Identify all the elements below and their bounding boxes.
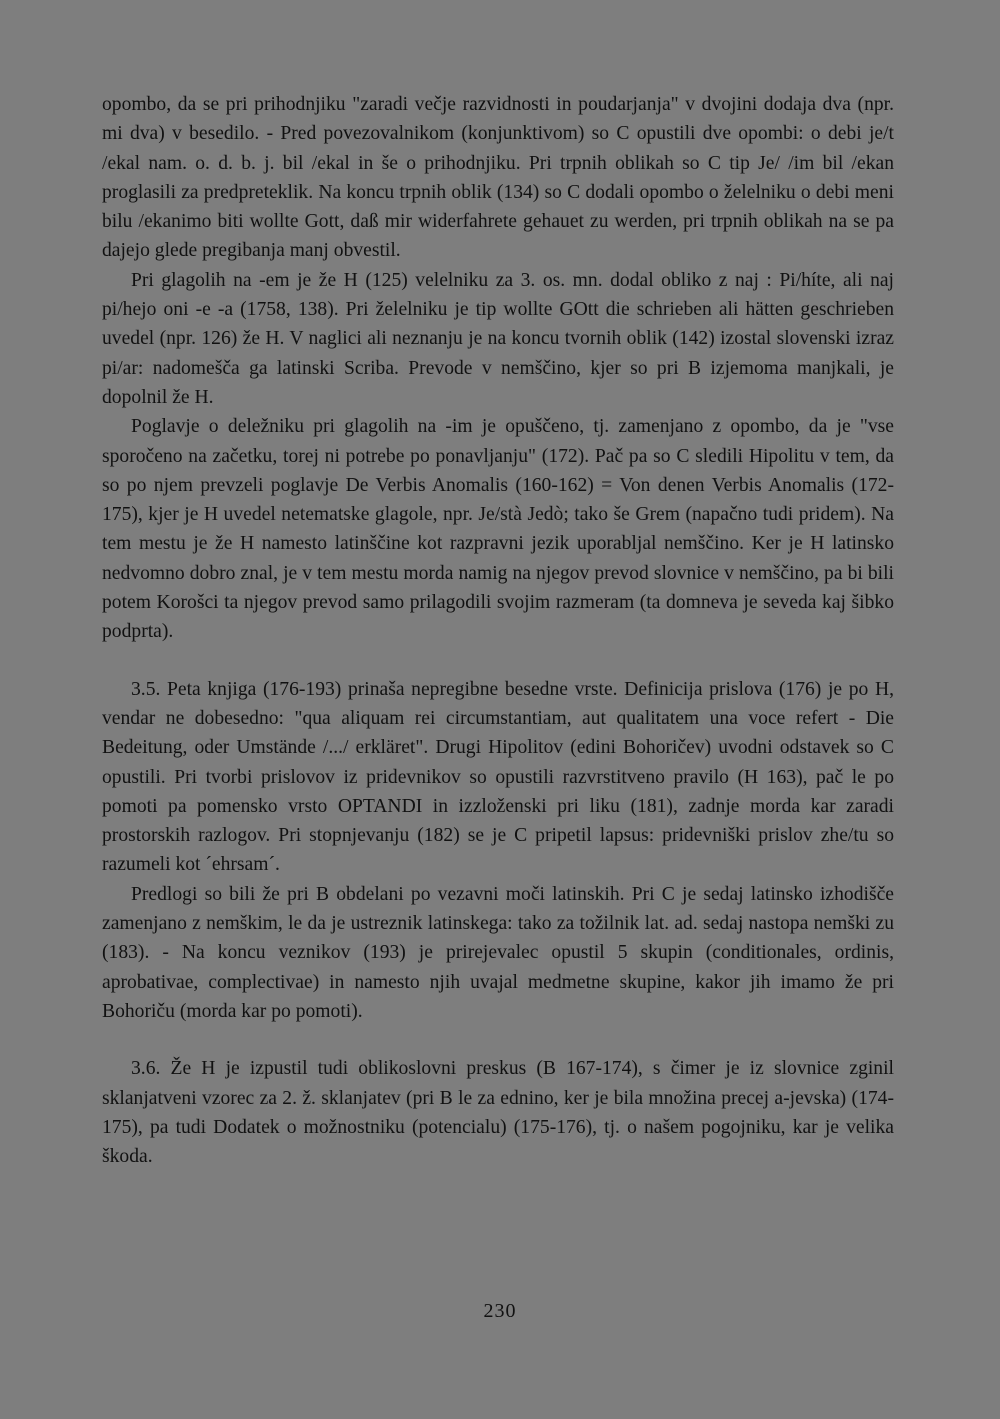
paragraph-delezniki: Poglavje o deležniku pri glagolih na -im je opuščeno, tj. zamenjano z opombo, da je "vse sporočeno na začetku, torej ni potrebe po ponavljanju" (172). Pač pa so C sledili Hipolitu v tem, da so po njem prevzeli poglavje De Verbis Anomalis (160-162) = Von denen Verbis Anomalis (172-175), kjer je H uvedel netematske glagole, npr. Je/stà Jedò; tako še Grem (napačno tudi pridem). Na tem mestu je že H namesto latinščine kot razpravni jezik uporabljal nemščino. Ker je H latinsko nedvomno dobro znal, je v tem mestu morda namig na njegov prevod slovnice v nemščino, pa bi bili potem Korošci ta njegov prevod samo prilagodili svojim razmeram (ta domneva je seveda kaj šibko podprta).	[102, 416, 894, 643]
paragraph-continuation: opombo, da se pri prihodnjiku "zaradi večje razvidnosti in poudarjanja" v dvojini dodaja dva (npr. mi dva) v besedilo. - Pred povezovalnikom (konjunktivom) so C opustili dve opombi: o debi je/t /ekal nam. o. d. b. j. bil /ekal in še o prihodnjiku. Pri trpnih oblikah so C tip Je/ /im bil /ekan proglasili za predpreteklik. Na koncu trpnih oblik (134) so C dodali opombo o želelniku o debi meni bilu /ekanimo biti wollte Gott, daß mir widerfahrete gehauet zu werden, pri trpnih oblikah na se pa dajejo glede pregibanja manj obvestil.	[102, 94, 894, 262]
page-number: 230	[483, 1300, 517, 1322]
paragraph-predlogi: Predlogi so bili že pri B obdelani po vezavni moči latinskih. Pri C je sedaj latinsko izhodišče zamenjano z nemškim, le da je ustreznik latinskega: tako za tožilnik lat. ad. sedaj nastopa nemški zu (183). - Na koncu veznikov (193) je prirejevalec opustil 5 skupin (conditionales, ordinis, aprobativae, complectivae) in namesto njih uvajal medmetne skupine, kakor jih imamo že pri Bohoriču (morda kar po pomoti).	[102, 883, 894, 1022]
paragraph-section-3-5: 3.5. Peta knjiga (176-193) prinaša nepregibne besedne vrste. Definicija prislova (176) je po H, vendar ne dobesedno: "qua aliquam rei circumstantiam, aut qualitatem una voce refert - Die Bedeitung, oder Umstände /.../ erkläret". Drugi Hipolitov (edini Bohoričev) uvodni odstavek so C opustili. Pri tvorbi prislovov iz pridevnikov so opustili razvrstitveno pravilo (H 163), pač le po pomoti pa pomensko vrsto OPTANDI in izzloženski pri liku (181), zadnje morda kar zaradi prostorskih razlogov. Pri stopnjevanju (182) se je C pripetil lapsus: pridevniški prislov zhe/tu so razumeli kot ˊehrsamˊ.	[102, 678, 894, 876]
body-text	[102, 90, 894, 1171]
paragraph-section-3-6: 3.6. Že H je izpustil tudi oblikoslovni preskus (B 167-174), s čimer je iz slovnice zginil sklanjatveni vzorec za 2. ž. sklanjatev (pri B le za ednino, ker je bila množina precej a-jevska) (174-175), pa tudi Dodatek o možnostniku (potencialu) (175-176), tj. o našem pogojniku, kar je velika škoda.	[102, 1058, 894, 1168]
paragraph-velelnik: Pri glagolih na -em je že H (125) velelniku za 3. os. mn. dodal obliko z naj : Pi/híte, ali naj pi/hejo oni -e -a (1758, 138). Pri želelniku je tip wollte GOtt die schrieben ali hätten geschrieben uvedel (npr. 126) že H. V naglici ali neznanju je na koncu tvornih oblik (142) izostal slovenski izraz pi/ar: nadomešča ga latinski Scriba. Prevode v nemščino, kjer so pri B izjemoma manjkali, je dopolnil že H.	[102, 269, 894, 408]
